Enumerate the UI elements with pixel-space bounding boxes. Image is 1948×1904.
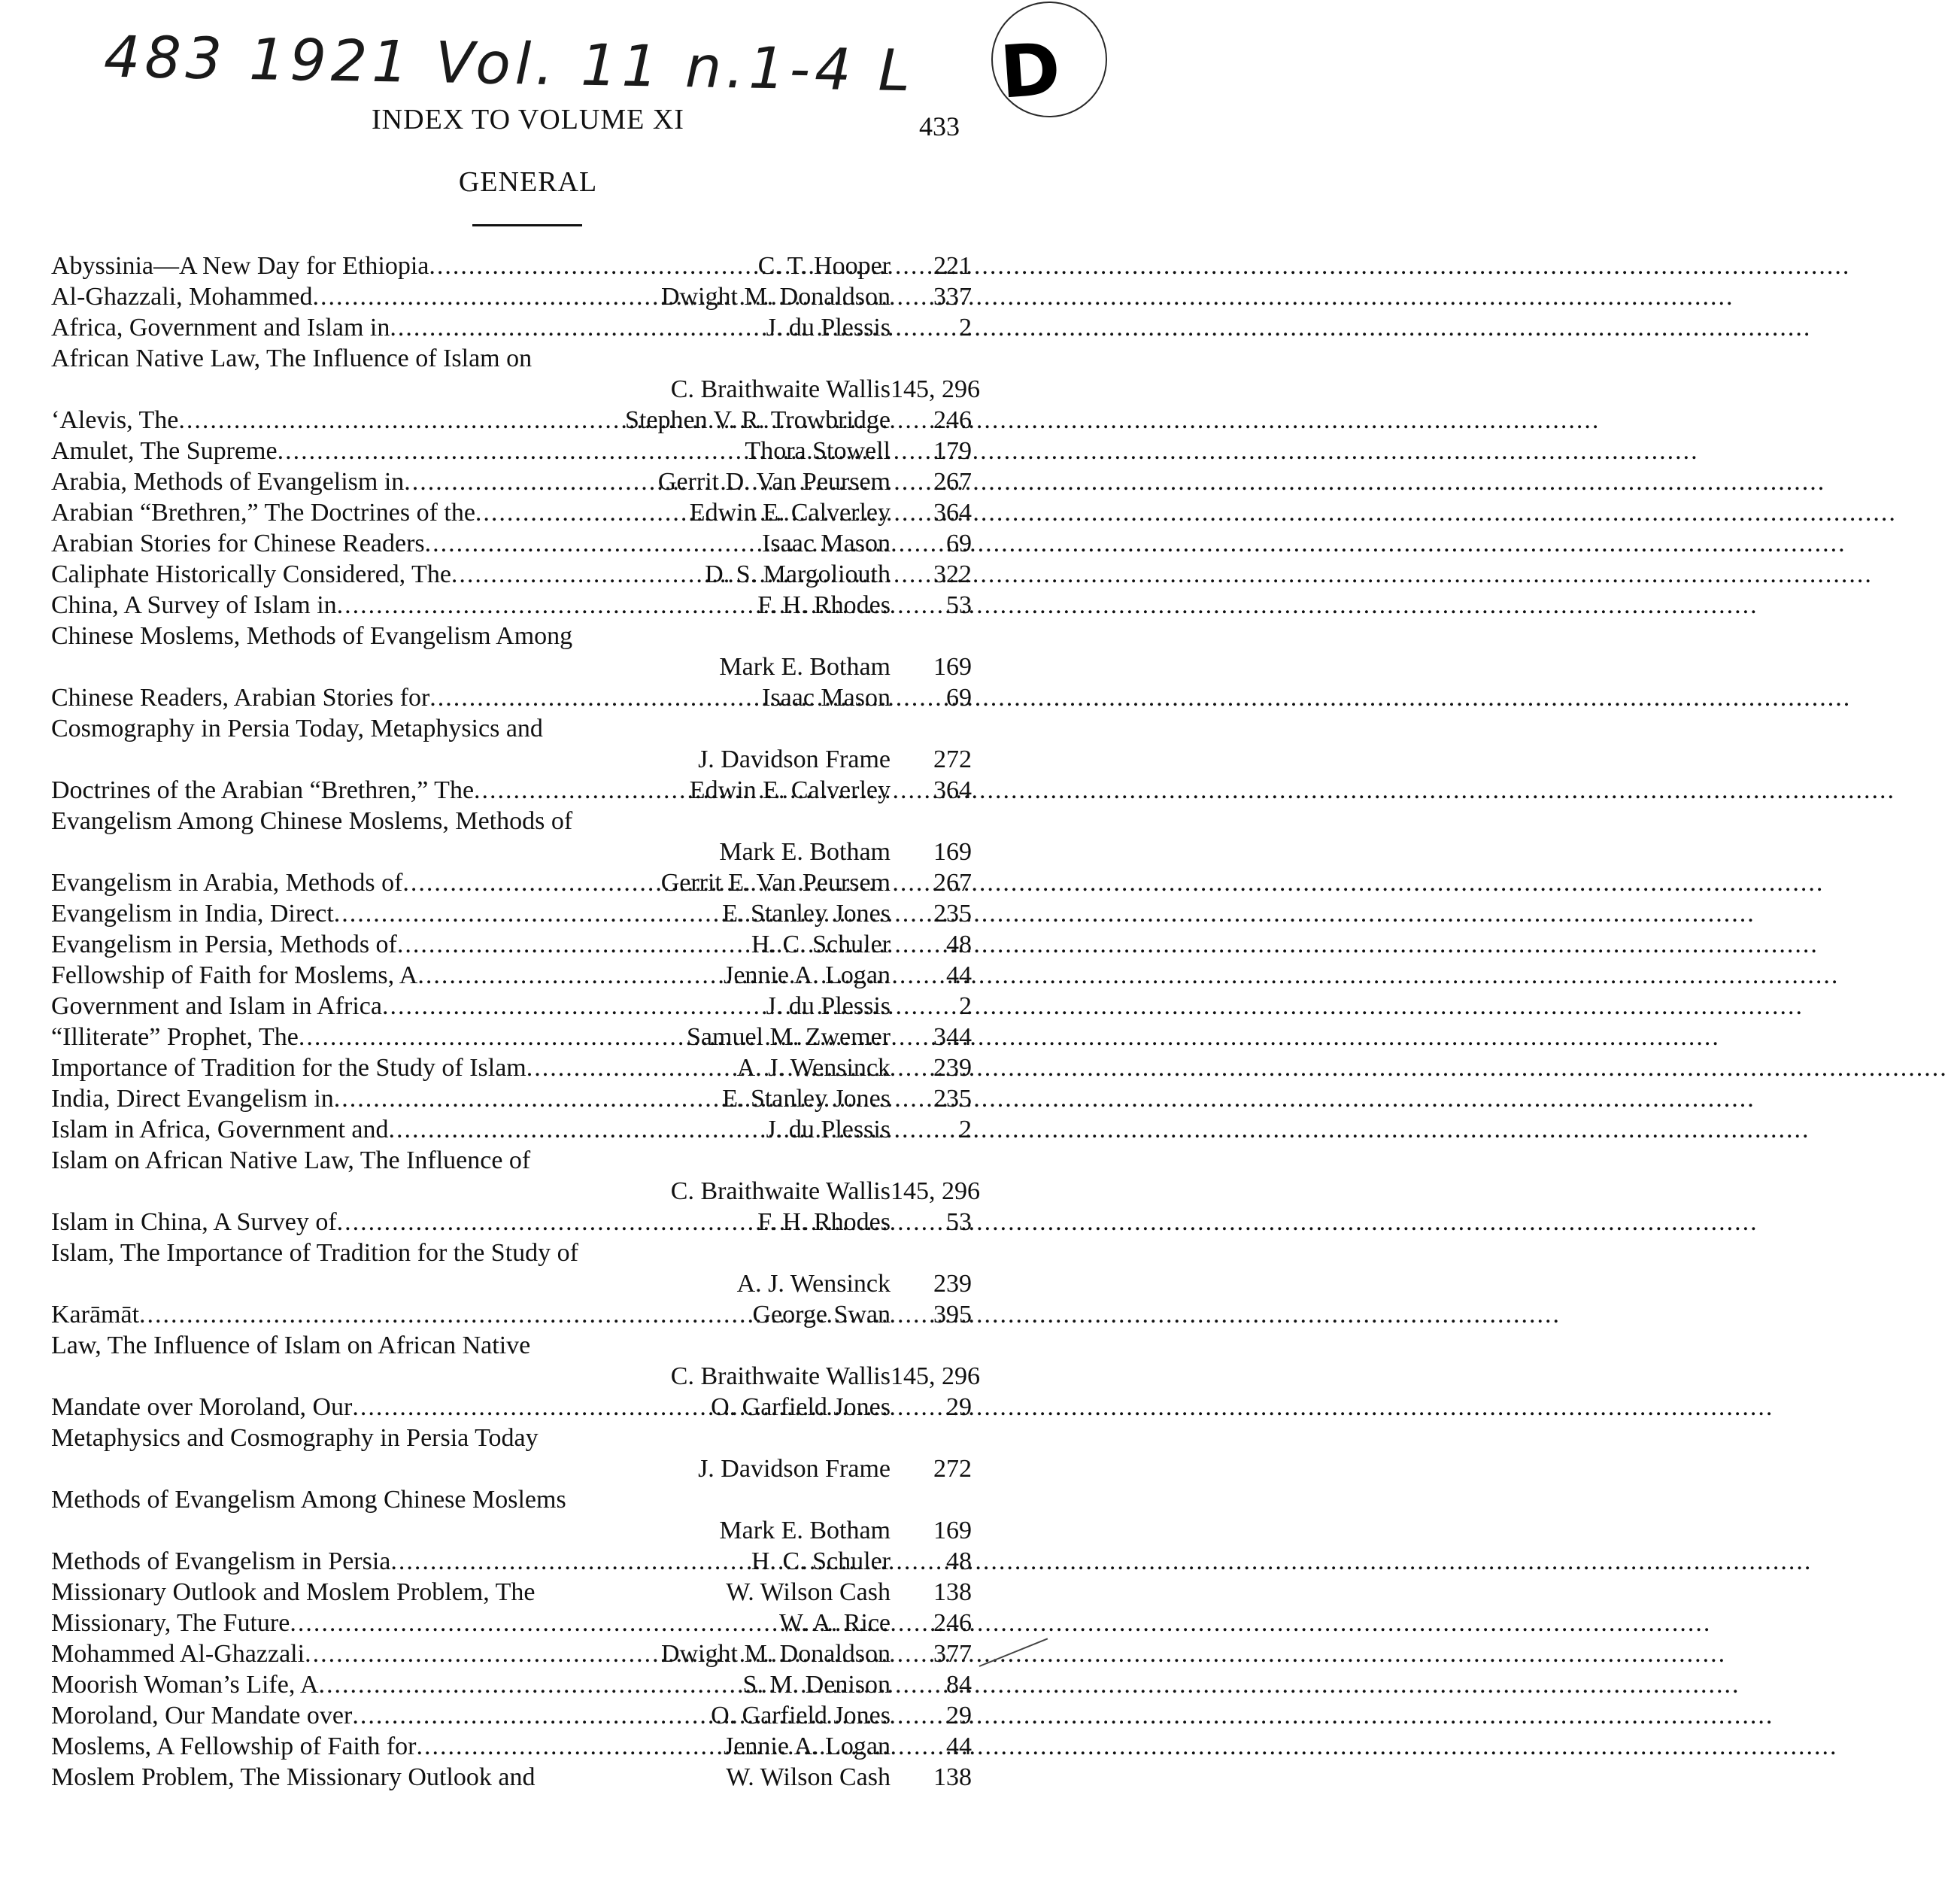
index-entry [51, 1207, 972, 1237]
entry-author: A. J. Wensinck [736, 1054, 891, 1082]
entry-leader-dots [429, 682, 762, 713]
entry-author: W. Wilson Cash [726, 1763, 891, 1791]
entry-main [51, 497, 891, 528]
entry-main [51, 1731, 891, 1762]
entry-title: China, A Survey of Islam in [51, 591, 337, 619]
index-entry [51, 1669, 972, 1700]
entry-pages: 44 [946, 1732, 972, 1760]
entry-main [51, 1700, 891, 1731]
index-entry [51, 775, 972, 806]
entry-title-line [51, 1484, 972, 1515]
entry-author: George Swan [752, 1301, 891, 1329]
entry-pages: 69 [946, 684, 972, 712]
entry-title-line [51, 1423, 972, 1453]
entry-pages: 44 [946, 961, 972, 989]
index-entry [51, 1762, 972, 1793]
entry-main [51, 590, 891, 621]
entry-title: Africa, Government and Islam in [51, 314, 390, 342]
entry-leader-dots [474, 775, 690, 806]
entry-title: Methods of Evangelism Among Chinese Moslems [51, 1486, 566, 1514]
entry-author: C. Braithwaite Wallis [670, 375, 891, 403]
entry-leader-dots [352, 1392, 711, 1423]
entry-author: Mark E. Botham [719, 838, 891, 866]
entry-main [51, 466, 891, 497]
entry-author-line [51, 1361, 980, 1392]
entry-author: Gerrit E. Van Peursem [660, 869, 891, 897]
entry-author: C. Braithwaite Wallis [670, 1177, 891, 1205]
entry-title: Metaphysics and Cosmography in Persia Today [51, 1424, 539, 1452]
entry-author-line [51, 1268, 972, 1299]
entry-title: Chinese Readers, Arabian Stories for [51, 684, 430, 712]
entry-title-line [51, 1330, 972, 1361]
entry-author-line [51, 374, 980, 405]
entry-main [51, 528, 891, 559]
entry-main [51, 251, 891, 281]
index-entry [51, 682, 972, 713]
entry-title-line [51, 1145, 972, 1176]
index-entry [51, 1114, 972, 1145]
entry-pages: 145, 296 [891, 375, 980, 403]
entry-leader-dots [404, 466, 658, 497]
index-entry [51, 898, 972, 929]
entry-author-line [51, 1176, 980, 1207]
stamp-letter: D [997, 26, 1064, 115]
entry-author-line [51, 837, 972, 867]
entry-author: H. C. Schuler [751, 931, 891, 958]
entry-leader-dots [299, 1022, 687, 1052]
index-entry [51, 1731, 972, 1762]
entry-title: Amulet, The Supreme [51, 437, 278, 465]
entry-main [51, 1392, 891, 1423]
entry-title: Government and Islam in Africa [51, 992, 382, 1020]
index-entry [51, 960, 972, 991]
index-entry [51, 867, 972, 898]
entry-main [51, 1546, 891, 1577]
entry-main [51, 682, 891, 713]
entry-author: O. Garfield Jones [711, 1393, 891, 1421]
entry-main [51, 1608, 891, 1638]
entry-title: Chinese Moslems, Methods of Evangelism Among [51, 622, 573, 650]
entry-title: Methods of Evangelism in Persia [51, 1547, 391, 1575]
entry-title: Caliphate Historically Considered, The [51, 560, 451, 588]
entry-author: S. M. Denison [742, 1671, 891, 1699]
entry-author-line [51, 651, 972, 682]
entry-leader-dots [429, 251, 757, 281]
entry-leader-dots [425, 528, 762, 559]
entry-pages: 138 [933, 1578, 972, 1606]
entry-author: E. Stanley Jones [722, 900, 891, 928]
index-entry [51, 1546, 972, 1577]
entry-pages: 364 [933, 499, 972, 527]
entry-author: F. H. Rhodes [757, 591, 891, 619]
page-title: INDEX TO VOLUME XI [372, 104, 684, 135]
index-entry [51, 1577, 972, 1608]
entry-author: C. T. Hooper [757, 252, 891, 280]
entry-main [51, 929, 891, 960]
entry-title: Importance of Tradition for the Study of Islam [51, 1054, 526, 1082]
entry-leader-dots [352, 1700, 711, 1731]
entry-leader-dots [417, 960, 724, 991]
entry-main [51, 1638, 891, 1669]
index-entry [51, 436, 972, 466]
entry-author: A. J. Wensinck [736, 1270, 891, 1298]
entry-leader-dots [337, 1207, 758, 1237]
entry-author: E. Stanley Jones [722, 1085, 891, 1113]
entry-title-line [51, 343, 972, 374]
entry-main [51, 405, 891, 436]
entry-pages: 239 [933, 1054, 972, 1082]
entry-title: Doctrines of the Arabian “Brethren,” The [51, 776, 475, 804]
entry-author: O. Garfield Jones [711, 1702, 891, 1729]
entry-main [51, 1577, 891, 1608]
entry-leader-dots [334, 1083, 722, 1114]
entry-author: J. du Plessis [766, 314, 891, 342]
entry-main [51, 1083, 891, 1114]
entry-main [51, 436, 891, 466]
entry-leader-dots [139, 1299, 752, 1330]
entry-author: Edwin E. Calverley [689, 499, 891, 527]
index-entry [51, 343, 980, 405]
entry-pages: 2 [959, 1116, 972, 1143]
entry-title: Islam, The Importance of Tradition for the Study of [51, 1239, 578, 1267]
entry-leader-dots [312, 281, 661, 312]
entry-title: ‘Alevis, The [51, 406, 179, 434]
entry-author: D. S. Margoliouth [705, 560, 891, 588]
index-entry [51, 1638, 972, 1669]
index-entry [51, 1330, 980, 1392]
entry-pages: 138 [933, 1763, 972, 1791]
entry-author: Stephen V. R. Trowbridge [625, 406, 891, 434]
entry-pages: 69 [946, 530, 972, 557]
index-entry [51, 251, 972, 281]
entry-pages: 267 [933, 468, 972, 496]
index-entry [51, 405, 972, 436]
entry-author: Jennie A. Logan [724, 1732, 891, 1760]
entry-main [51, 1669, 891, 1700]
index-entry [51, 929, 972, 960]
entry-pages: 267 [933, 869, 972, 897]
entry-author: Mark E. Botham [719, 653, 891, 681]
entry-leader-dots [397, 929, 751, 960]
entry-pages: 246 [933, 1609, 972, 1637]
entry-author: C. Braithwaite Wallis [670, 1362, 891, 1390]
entry-leader-dots [526, 1052, 737, 1083]
entry-leader-dots [390, 312, 766, 343]
entry-leader-dots [334, 898, 722, 929]
index-entry [51, 312, 972, 343]
entry-main [51, 1207, 891, 1237]
index-entry [51, 466, 972, 497]
index-entry [51, 497, 972, 528]
entry-title: Moslems, A Fellowship of Faith for [51, 1732, 417, 1760]
entry-leader-dots [178, 405, 625, 436]
index-entry [51, 991, 972, 1022]
entry-author: Edwin E. Calverley [689, 776, 891, 804]
entry-author: Dwight M. Donaldson [660, 283, 891, 311]
entry-pages: 239 [933, 1270, 972, 1298]
section-subtitle: GENERAL [458, 166, 598, 198]
entry-leader-dots [278, 436, 745, 466]
index-entry [51, 281, 972, 312]
entry-title: Evangelism Among Chinese Moslems, Methods of [51, 807, 573, 835]
entry-author: J. Davidson Frame [698, 1455, 891, 1483]
entry-title: Arabian Stories for Chinese Readers [51, 530, 425, 557]
entry-author: F. H. Rhodes [757, 1208, 891, 1236]
entry-pages: 246 [933, 406, 972, 434]
entry-title: Moroland, Our Mandate over [51, 1702, 353, 1729]
index-entry [51, 1145, 980, 1207]
entry-pages: 169 [933, 1517, 972, 1544]
entry-title: Mandate over Moroland, Our [51, 1393, 353, 1421]
entry-pages: 53 [946, 591, 972, 619]
entry-leader-dots [402, 867, 660, 898]
handwritten-note: 483 1921 Vol. 11 n.1-4 L [103, 23, 915, 105]
entry-title: “Illiterate” Prophet, The [51, 1023, 299, 1051]
index-entry [51, 1392, 972, 1423]
entry-main [51, 312, 891, 343]
entry-author-line [51, 1453, 972, 1484]
entry-title: Evangelism in Arabia, Methods of [51, 869, 403, 897]
entry-title: Islam in Africa, Government and [51, 1116, 389, 1143]
entry-leader-dots [290, 1608, 779, 1638]
index-entry [51, 713, 972, 775]
entry-main [51, 960, 891, 991]
entry-author: W. A. Rice [779, 1609, 891, 1637]
entry-leader-dots [305, 1638, 661, 1669]
entry-author: Isaac Mason [762, 684, 891, 712]
entry-title: Moorish Woman’s Life, A [51, 1671, 319, 1699]
index-entry [51, 1700, 972, 1731]
entry-title-line [51, 806, 972, 837]
entry-pages: 364 [933, 776, 972, 804]
entry-title: Cosmography in Persia Today, Metaphysics and [51, 715, 543, 742]
entry-author: Jennie A. Logan [724, 961, 891, 989]
entry-title: Missionary Outlook and Moslem Problem, The [51, 1578, 536, 1606]
entry-main [51, 1762, 891, 1793]
entry-main [51, 1022, 891, 1052]
entry-title: Law, The Influence of Islam on African Native [51, 1332, 531, 1359]
entry-pages: 145, 296 [891, 1362, 980, 1390]
entry-title: Evangelism in Persia, Methods of [51, 931, 397, 958]
entry-title-line [51, 713, 972, 744]
entry-pages: 169 [933, 838, 972, 866]
entry-pages: 395 [933, 1301, 972, 1329]
entry-leader-dots [416, 1731, 724, 1762]
entry-author: J. Davidson Frame [698, 746, 891, 773]
entry-leader-dots [382, 991, 766, 1022]
entry-title: Abyssinia—A New Day for Ethiopia [51, 252, 429, 280]
title-rule [472, 224, 582, 226]
entry-pages: 235 [933, 900, 972, 928]
entry-main [51, 775, 891, 806]
entry-author: Samuel M. Zwemer [687, 1023, 891, 1051]
entry-pages: 272 [933, 746, 972, 773]
index-entry [51, 806, 972, 867]
index-entry [51, 1052, 972, 1083]
entry-leader-dots [319, 1669, 743, 1700]
entry-title-line [51, 621, 972, 651]
entry-author: Mark E. Botham [719, 1517, 891, 1544]
entry-leader-dots [388, 1114, 766, 1145]
entry-title: India, Direct Evangelism in [51, 1085, 334, 1113]
entry-title: Evangelism in India, Direct [51, 900, 334, 928]
entry-title: Mohammed Al-Ghazzali [51, 1640, 305, 1668]
entry-author: H. C. Schuler [751, 1547, 891, 1575]
entry-leader-dots [451, 559, 705, 590]
entry-title: Karāmāt [51, 1301, 140, 1329]
entry-main [51, 559, 891, 590]
entry-pages: 272 [933, 1455, 972, 1483]
entry-pages: 29 [946, 1702, 972, 1729]
entry-pages: 322 [933, 560, 972, 588]
entry-leader-dots [390, 1546, 751, 1577]
entry-pages: 169 [933, 653, 972, 681]
entry-title: African Native Law, The Influence of Islam on [51, 345, 533, 372]
entry-pages: 221 [933, 252, 972, 280]
entry-leader-dots [475, 497, 690, 528]
entry-pages: 48 [946, 1547, 972, 1575]
entry-author: J. du Plessis [766, 992, 891, 1020]
entry-pages: 377 [933, 1640, 972, 1668]
entry-pages: 2 [959, 992, 972, 1020]
entry-pages: 337 [933, 283, 972, 311]
entry-title: Islam on African Native Law, The Influence of [51, 1146, 531, 1174]
entry-title: Arabian “Brethren,” The Doctrines of the [51, 499, 475, 527]
entry-author: J. du Plessis [766, 1116, 891, 1143]
entry-author: Gerrit D. Van Peursem [657, 468, 891, 496]
entry-author-line [51, 1515, 972, 1546]
index-entry [51, 1237, 972, 1299]
page-number: 433 [919, 111, 960, 141]
entry-pages: 145, 296 [891, 1177, 980, 1205]
index-entry [51, 528, 972, 559]
entry-main [51, 281, 891, 312]
entry-title: Missionary, The Future [51, 1609, 290, 1637]
entry-pages: 2 [959, 314, 972, 342]
entry-title: Al-Ghazzali, Mohammed [51, 283, 313, 311]
entry-title: Moslem Problem, The Missionary Outlook and [51, 1763, 536, 1791]
index-entry [51, 590, 972, 621]
entry-pages: 29 [946, 1393, 972, 1421]
index-entry [51, 621, 972, 682]
entry-title: Islam in China, A Survey of [51, 1208, 337, 1236]
entry-author-line [51, 744, 972, 775]
entry-main [51, 1052, 891, 1083]
entry-title-line [51, 1237, 972, 1268]
index-entries [51, 251, 980, 1793]
index-entry [51, 1608, 972, 1638]
index-entry [51, 559, 972, 590]
index-entry [51, 1299, 972, 1330]
entry-author: W. Wilson Cash [726, 1578, 891, 1606]
index-entry [51, 1484, 972, 1546]
index-entry [51, 1022, 972, 1052]
entry-pages: 344 [933, 1023, 972, 1051]
entry-pages: 48 [946, 931, 972, 958]
entry-author: Thora Stowell [745, 437, 891, 465]
entry-main [51, 898, 891, 929]
entry-author: Isaac Mason [762, 530, 891, 557]
entry-main [51, 1299, 891, 1330]
entry-pages: 84 [946, 1671, 972, 1699]
entry-leader-dots [337, 590, 758, 621]
entry-title: Arabia, Methods of Evangelism in [51, 468, 405, 496]
entry-pages: 235 [933, 1085, 972, 1113]
entry-main [51, 867, 891, 898]
entry-main [51, 1114, 891, 1145]
entry-title: Fellowship of Faith for Moslems, A [51, 961, 418, 989]
entry-pages: 179 [933, 437, 972, 465]
index-entry [51, 1083, 972, 1114]
entry-pages: 53 [946, 1208, 972, 1236]
index-entry [51, 1423, 972, 1484]
entry-author: Dwight M. Donaldson [660, 1640, 891, 1668]
entry-main [51, 991, 891, 1022]
